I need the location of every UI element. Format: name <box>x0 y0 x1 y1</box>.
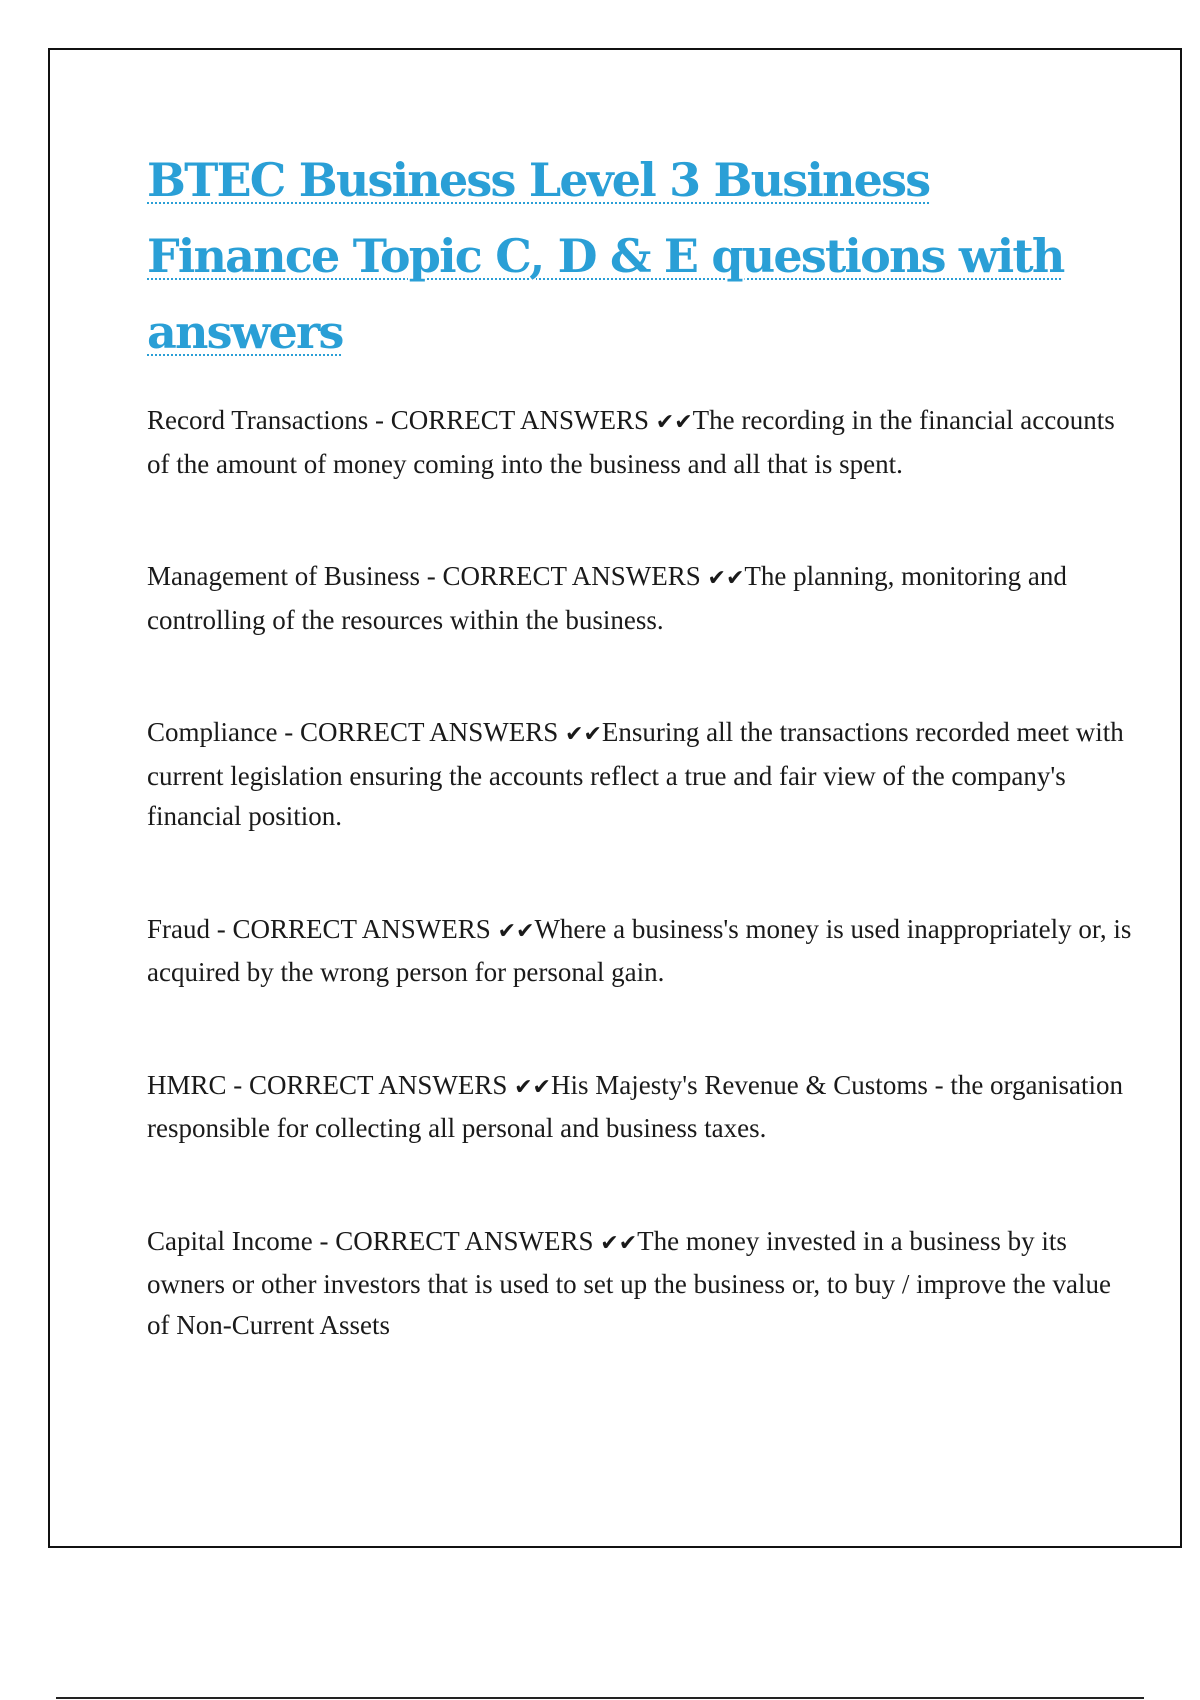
qa-separator: - <box>233 1069 250 1100</box>
qa-answer-marker: CORRECT ANSWERS <box>442 561 701 591</box>
qa-answer-marker: CORRECT ANSWERS <box>232 913 491 944</box>
qa-item-capital-income <box>147 1221 1132 1346</box>
qa-term: Compliance <box>147 717 278 747</box>
double-check-icon: ✔✔ <box>497 918 535 944</box>
double-check-icon: ✔✔ <box>655 410 693 435</box>
qa-item-management-of-business <box>147 556 1132 640</box>
qa-term: HMRC <box>147 1069 227 1100</box>
qa-item-fraud <box>147 909 1132 993</box>
double-check-icon: ✔✔ <box>565 722 602 747</box>
qa-answer-marker: CORRECT ANSWERS <box>249 1069 508 1100</box>
qa-definition: Ensuring all the transactions recorded meet with current legislation ensuring the accounts reflect a true and fair view of the company's financial position. <box>147 717 1124 831</box>
qa-definition: The recording in the financial accounts of the amount of money coming into the business and all that is spent. <box>147 405 1115 479</box>
qa-answer-marker: CORRECT ANSWERS <box>390 405 650 435</box>
double-check-icon: ✔✔ <box>514 1074 551 1100</box>
qa-term: Fraud <box>147 913 210 944</box>
qa-item-compliance <box>147 712 1132 837</box>
qa-separator: - <box>284 717 300 747</box>
qa-term: Capital Income <box>147 1225 313 1256</box>
qa-definition: The money invested in a business by its owners or other investors that is used to set up the business or, to buy / improve the value of Non-Current Assets <box>147 1225 1112 1340</box>
qa-definition: Where a business's money is used inappropriately or, is acquired by the wrong person for personal gain. <box>147 913 1132 987</box>
document-title[interactable]: BTEC Business Level 3 Business Finance Topic C, D & E questions with answers <box>147 153 1064 359</box>
page-frame <box>48 48 1182 1548</box>
qa-definition: His Majesty's Revenue & Customs - the organisation responsible for collecting all personal and business taxes. <box>147 1069 1124 1143</box>
qa-term: Management of Business <box>147 561 420 591</box>
qa-item-record-transactions <box>147 400 1132 484</box>
qa-answer-marker: CORRECT ANSWERS <box>299 717 559 747</box>
qa-separator: - <box>319 1225 336 1256</box>
qa-separator: - <box>374 405 391 435</box>
qa-item-hmrc <box>147 1065 1132 1149</box>
qa-separator: - <box>426 561 443 591</box>
qa-definition: The planning, monitoring and controlling of the resources within the business. <box>147 561 1067 635</box>
qa-separator: - <box>216 913 233 944</box>
qa-answer-marker: CORRECT ANSWERS <box>335 1225 594 1256</box>
double-check-icon: ✔✔ <box>600 1230 638 1256</box>
bottom-divider <box>56 1697 1144 1699</box>
qa-term: Record Transactions <box>147 405 369 435</box>
qa-list <box>147 400 1132 1417</box>
double-check-icon: ✔✔ <box>707 566 745 591</box>
